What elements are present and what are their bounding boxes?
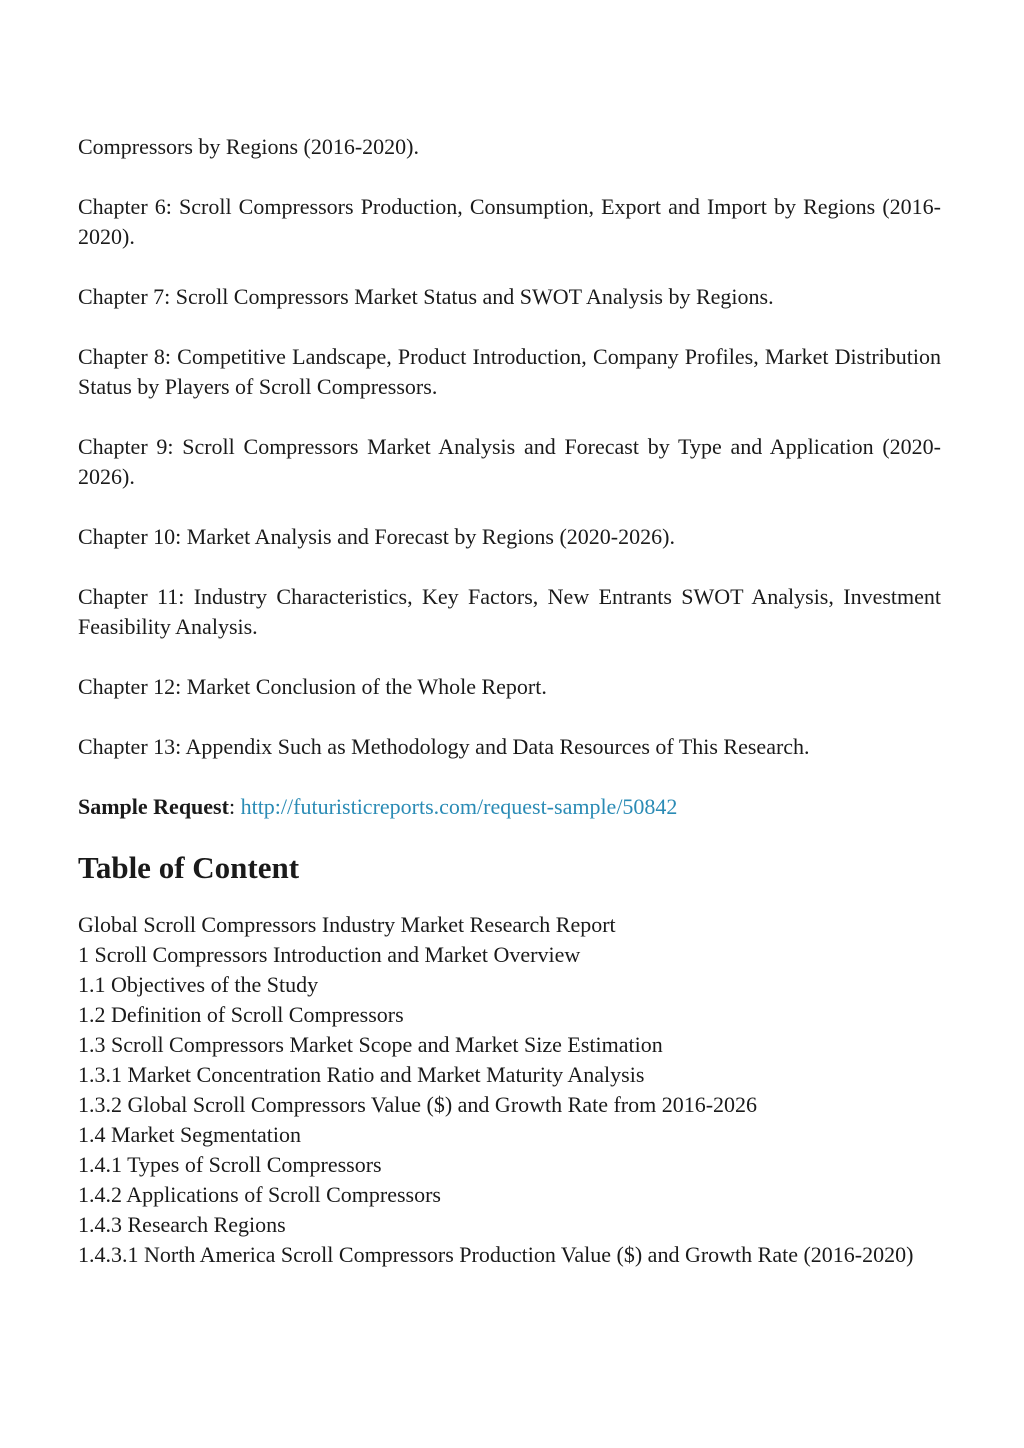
chapter-11: Chapter 11: Industry Characteristics, Key Factors, New Entrants SWOT Analysis, Investment Feasibility Analysis. [78, 584, 941, 639]
chapter-10: Chapter 10: Market Analysis and Forecast by Regions (2020-2026). [78, 524, 675, 549]
sample-request-line [78, 792, 941, 822]
toc-heading: Table of Content [78, 850, 300, 885]
chapter-5-continuation: Compressors by Regions (2016-2020). [78, 134, 419, 159]
toc-item: 1.1 Objectives of the Study [78, 972, 319, 997]
toc-item: 1 Scroll Compressors Introduction and Market Overview [78, 942, 581, 967]
chapter-6: Chapter 6: Scroll Compressors Production, Consumption, Export and Import by Regions (2016-2020). [78, 194, 941, 249]
document-page [78, 132, 941, 1270]
toc-list [78, 910, 941, 1270]
toc-item: 1.3 Scroll Compressors Market Scope and Market Size Estimation [78, 1032, 663, 1057]
chapter-9: Chapter 9: Scroll Compressors Market Analysis and Forecast by Type and Application (2020-2026). [78, 434, 941, 489]
sample-request-label: Sample Request [78, 794, 229, 819]
chapter-13: Chapter 13: Appendix Such as Methodology and Data Resources of This Research. [78, 734, 810, 759]
toc-item: 1.2 Definition of Scroll Compressors [78, 1002, 404, 1027]
toc-item: 1.4.3.1 North America Scroll Compressors Production Value ($) and Growth Rate (2016-2020) [78, 1242, 914, 1267]
toc-item: Global Scroll Compressors Industry Market Research Report [78, 912, 616, 937]
toc-item: 1.4 Market Segmentation [78, 1122, 302, 1147]
chapter-12: Chapter 12: Market Conclusion of the Whole Report. [78, 674, 547, 699]
toc-item: 1.4.3 Research Regions [78, 1212, 286, 1237]
toc-item: 1.3.1 Market Concentration Ratio and Market Maturity Analysis [78, 1062, 645, 1087]
chapter-8: Chapter 8: Competitive Landscape, Product Introduction, Company Profiles, Market Distribution Status by Players of Scroll Compressors. [78, 344, 941, 399]
sample-request-link[interactable]: http://futuristicreports.com/request-sample/50842 [240, 794, 678, 819]
chapter-7: Chapter 7: Scroll Compressors Market Status and SWOT Analysis by Regions. [78, 284, 774, 309]
toc-item: 1.4.1 Types of Scroll Compressors [78, 1152, 382, 1177]
toc-item: 1.3.2 Global Scroll Compressors Value ($) and Growth Rate from 2016-2026 [78, 1092, 758, 1117]
toc-item: 1.4.2 Applications of Scroll Compressors [78, 1182, 441, 1207]
sample-request-separator: : [228, 794, 241, 819]
